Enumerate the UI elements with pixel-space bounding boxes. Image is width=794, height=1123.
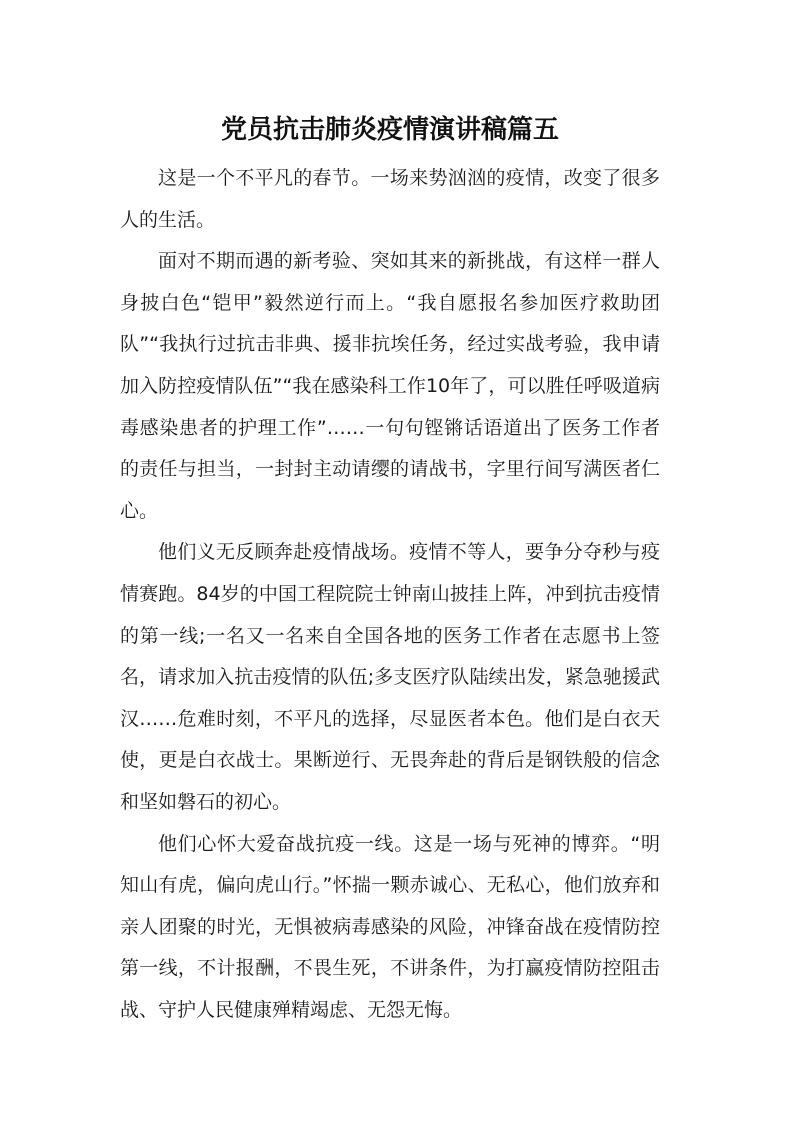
paragraph-1: 这是一个不平凡的春节。一场来势汹汹的疫情，改变了很多人的生活。 (120, 167, 660, 231)
document-title: 党员抗击肺炎疫情演讲稿篇五 (220, 115, 559, 145)
paragraph-4: 他们心怀大爱奋战抗疫一线。这是一场与死神的博弈。“明知山有虎，偏向虎山行。”怀揣一颗赤诚心、无私心，他们放弃和亲人团聚的时光，无惧被病毒感染的风险，冲锋奋战在疫情防控第一线，不计报酬，不畏生死，不讲条件，为打赢疫情防控阻击战、守护人民健康殚精竭虑、无怨无悔。 (120, 832, 660, 1021)
paragraph-3: 他们义无反顾奔赴疫情战场。疫情不等人，要争分夺秒与疫情赛跑。84岁的中国工程院院士钟南山披挂上阵，冲到抗击疫情的第一线;一名又一名来自全国各地的医务工作者在志愿书上签名，请求加入抗击疫情的队伍;多支医疗队陆续出发，紧急驰援武汉……危难时刻，不平凡的选择，尽显医者本色。他们是白衣天使，更是白衣战士。果断逆行、无畏奔赴的背后是钢铁般的信念和坚如磐石的初心。 (120, 541, 660, 813)
paragraph-2: 面对不期而遇的新考验、突如其来的新挑战，有这样一群人身披白色“铠甲”毅然逆行而上。“我自愿报名参加医疗救助团队”“我执行过抗击非典、援非抗埃任务，经过实战考验，我申请加入防控疫情队伍”“我在感染科工作10年了，可以胜任呼吸道病毒感染患者的护理工作”……一句句铿锵话语道出了医务工作者的责任与担当，一封封主动请缨的请战书，字里行间写满医者仁心。 (120, 250, 660, 522)
document-body (120, 108, 660, 1031)
